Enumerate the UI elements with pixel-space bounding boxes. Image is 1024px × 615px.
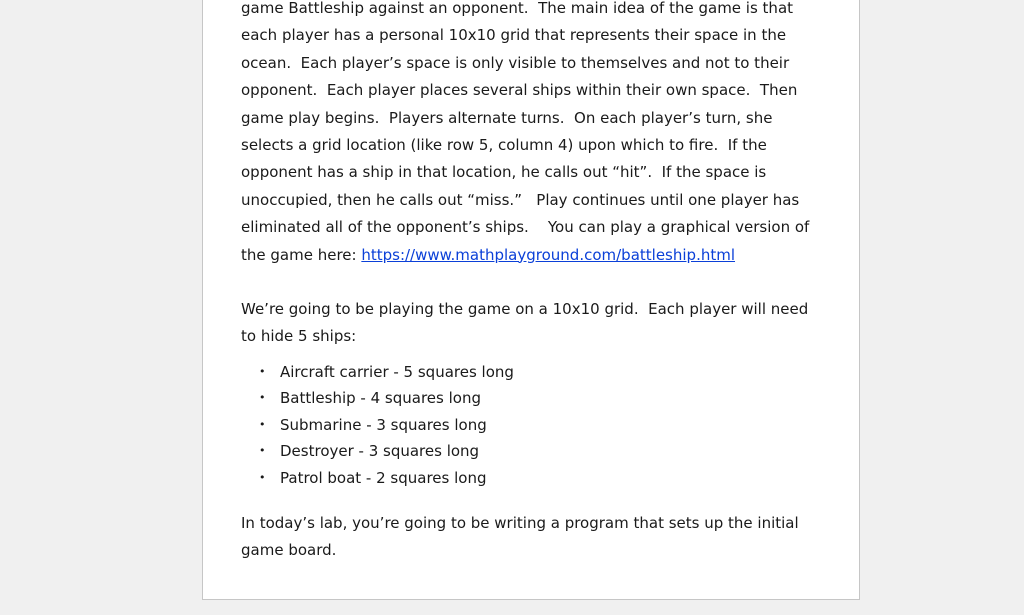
list-item: [241, 385, 831, 411]
text-line: unoccupied, then he calls out “miss.” Play continues until one player has: [241, 190, 800, 209]
text-line: selects a grid location (like row 5, column 4) upon which to fire. If the: [241, 136, 767, 155]
intro-paragraph: [241, 0, 831, 269]
text-line: ocean. Each player’s space is only visible to themselves and not to their: [241, 53, 790, 72]
text-line: the game here:: [241, 245, 362, 264]
text-line: In today’s lab, you’re going to be writing a program that sets up the initial: [241, 513, 799, 532]
text-line: each player has a personal 10x10 grid that represents their space in the: [241, 26, 787, 45]
bullet-icon: •: [259, 417, 266, 431]
text-line: opponent has a ship in that location, he calls out “hit”. If the space is: [241, 163, 767, 182]
text-line: game Battleship against an opponent. The main idea of the game is that: [241, 0, 794, 17]
bullet-icon: •: [259, 391, 266, 405]
text-line: game board.: [241, 541, 337, 560]
battleship-game-link[interactable]: https://www.mathplayground.com/battleship.html: [361, 245, 736, 264]
list-item: [241, 359, 831, 385]
ships-list: [241, 359, 831, 491]
text-line: eliminated all of the opponent’s ships. You can play a graphical version of: [241, 218, 810, 237]
bullet-icon: •: [259, 364, 266, 378]
lab-paragraph: [241, 510, 831, 565]
grid-paragraph: [241, 296, 831, 351]
bullet-icon: •: [259, 444, 266, 458]
ship-label: Destroyer - 3 squares long: [280, 442, 480, 461]
text-line: We’re going to be playing the game on a 10x10 grid. Each player will need: [241, 300, 809, 319]
text-line: to hide 5 ships:: [241, 327, 357, 346]
bullet-icon: •: [259, 470, 266, 484]
list-item: [241, 412, 831, 438]
list-item: [241, 438, 831, 464]
text-line: opponent. Each player places several ships within their own space. Then: [241, 81, 798, 100]
ship-label: Battleship - 4 squares long: [280, 389, 481, 408]
document-page: [202, 0, 860, 600]
ship-label: Patrol boat - 2 squares long: [280, 468, 487, 487]
ship-label: Aircraft carrier - 5 squares long: [280, 362, 514, 381]
list-item: [241, 465, 831, 491]
text-line: game play begins. Players alternate turns. On each player’s turn, she: [241, 108, 773, 127]
page-content: [241, 0, 831, 565]
ship-label: Submarine - 3 squares long: [280, 415, 487, 434]
